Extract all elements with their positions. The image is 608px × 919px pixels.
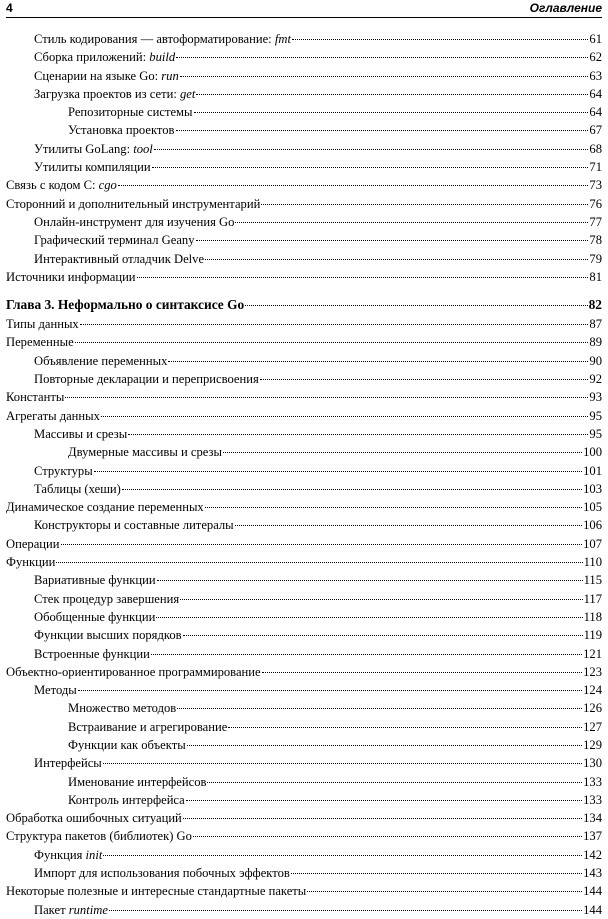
toc-entry[interactable] [6, 195, 602, 213]
toc-entry-title [34, 516, 234, 534]
toc-page-number: 134 [583, 811, 602, 826]
toc-entry-title [6, 315, 79, 333]
toc-entry-title [34, 571, 156, 589]
toc-entry-text: Утилиты компиляции [34, 160, 151, 175]
toc-page-number: 63 [589, 68, 602, 83]
toc-entry-text: Функции как объекты [68, 737, 186, 752]
dot-leader [205, 259, 588, 260]
toc-page-number: 68 [589, 141, 602, 156]
toc-entry-text: Объектно-ориентированное программирование [6, 664, 261, 679]
toc-entry-title [68, 699, 176, 717]
dot-leader [180, 599, 582, 600]
toc-entry-text: Загрузка проектов из сети: [34, 86, 180, 101]
toc-entry-text: Методы [34, 683, 77, 698]
toc-entry[interactable] [6, 158, 602, 176]
toc-entry-text: Некоторые полезные и интересные стандартные пакеты [6, 884, 307, 899]
toc-entry-text: Обработка ошибочных ситуаций [6, 811, 182, 826]
toc-entry[interactable] [6, 48, 602, 66]
toc-page-number: 103 [583, 481, 602, 496]
toc-entry-text: Стек процедур завершения [34, 591, 180, 606]
toc-entry[interactable] [6, 67, 602, 85]
toc-page-number: 133 [583, 792, 602, 807]
toc-page-number: 106 [583, 518, 602, 533]
dot-leader [292, 39, 588, 40]
dot-leader [103, 763, 582, 764]
toc-entry[interactable] [6, 121, 602, 139]
toc-entry-title [34, 645, 150, 663]
toc-entry-title [6, 498, 204, 516]
toc-entry-text: Множество методов [68, 701, 177, 716]
toc-entry-command: cgo [98, 178, 117, 193]
table-of-contents [6, 30, 602, 919]
toc-entry-text: Связь с кодом C: [6, 178, 99, 193]
toc-chapter-entry[interactable] [6, 295, 602, 315]
page-number: 4 [6, 1, 13, 15]
toc-page-number: 129 [583, 737, 602, 752]
toc-entry[interactable] [6, 388, 602, 406]
dot-leader [176, 130, 589, 131]
toc-page-number: 92 [589, 372, 602, 387]
toc-page-number: 144 [583, 902, 602, 917]
toc-entry[interactable] [6, 333, 602, 351]
dot-leader [176, 57, 588, 58]
toc-page-number: 95 [589, 408, 602, 423]
dot-leader [61, 544, 583, 545]
dot-leader [245, 305, 587, 306]
toc-entry-text: Встраивание и агрегирование [68, 719, 228, 734]
toc-entry-title [68, 443, 222, 461]
toc-page-number: 105 [583, 500, 602, 515]
dot-leader [94, 471, 582, 472]
toc-entry[interactable] [6, 827, 602, 845]
toc-entry[interactable] [6, 626, 602, 644]
dot-leader [122, 489, 582, 490]
toc-page-number: 87 [589, 317, 602, 332]
toc-entry-title [6, 268, 136, 286]
toc-entry-text: Типы данных [6, 317, 79, 332]
toc-entry[interactable] [6, 736, 602, 754]
toc-page-number: 67 [589, 123, 602, 138]
toc-page-number: 95 [589, 426, 602, 441]
toc-entry-title [68, 736, 186, 754]
dot-leader [262, 672, 582, 673]
toc-entry-title [34, 48, 175, 66]
dot-leader [235, 222, 588, 223]
toc-entry-title [34, 30, 291, 48]
toc-entry-text: Переменные [6, 335, 74, 350]
toc-page-number: 82 [588, 297, 602, 313]
toc-entry[interactable] [6, 754, 602, 772]
toc-entry-text: Константы [6, 390, 65, 405]
toc-entry-text: Сторонний и дополнительный инструментарий [6, 196, 261, 211]
dot-leader [101, 416, 588, 417]
dot-leader [80, 324, 589, 325]
dot-leader [103, 855, 582, 856]
toc-entry-command: runtime [68, 902, 108, 917]
toc-page-number: 119 [583, 628, 602, 643]
toc-entry-text: Импорт для использования побочных эффектов [34, 866, 290, 881]
toc-entry[interactable] [6, 176, 602, 194]
toc-entry[interactable] [6, 718, 602, 736]
dot-leader [109, 910, 582, 911]
toc-entry-text: Операции [6, 536, 60, 551]
toc-page-number: 133 [583, 774, 602, 789]
toc-entry-title [34, 85, 195, 103]
toc-entry-title [6, 333, 74, 351]
toc-page-number: 101 [583, 463, 602, 478]
toc-entry-text: Встроенные функции [34, 646, 150, 661]
toc-entry-title [68, 121, 175, 139]
toc-entry[interactable] [6, 85, 602, 103]
toc-entry-title [6, 407, 100, 425]
toc-entry-text: Сценарии на языке Go: [34, 68, 162, 83]
dot-leader [56, 562, 582, 563]
toc-entry[interactable] [6, 498, 602, 516]
dot-leader [291, 873, 582, 874]
toc-entry-command: init [85, 847, 103, 862]
toc-entry[interactable] [6, 315, 602, 333]
toc-entry-title [34, 901, 108, 919]
toc-page-number: 124 [583, 683, 602, 698]
dot-leader [196, 94, 588, 95]
toc-entry[interactable] [6, 901, 602, 919]
dot-leader [223, 452, 582, 453]
dot-leader [168, 361, 588, 362]
dot-leader [205, 507, 582, 508]
toc-entry-title [68, 773, 206, 791]
toc-page-number: 100 [583, 445, 602, 460]
toc-entry-text: Структуры [34, 463, 93, 478]
dot-leader [207, 782, 582, 783]
toc-entry[interactable] [6, 213, 602, 231]
toc-page-number: 123 [583, 664, 602, 679]
toc-entry[interactable] [6, 250, 602, 268]
toc-entry-title [34, 590, 179, 608]
toc-entry-text: Массивы и срезы [34, 426, 128, 441]
toc-entry-text: Двумерные массивы и срезы [68, 445, 222, 460]
toc-page-number: 121 [583, 646, 602, 661]
toc-entry[interactable] [6, 407, 602, 425]
toc-entry-title [34, 846, 102, 864]
toc-entry-title [6, 388, 64, 406]
toc-entry-title [6, 663, 261, 681]
toc-entry-title [34, 864, 290, 882]
toc-page-number: 107 [583, 536, 602, 551]
toc-entry-title [6, 809, 182, 827]
toc-page-number: 79 [589, 251, 602, 266]
dot-leader [154, 149, 589, 150]
toc-entry-title [34, 213, 234, 231]
toc-entry[interactable] [6, 535, 602, 553]
toc-page-number: 76 [589, 196, 602, 211]
toc-page-number: 117 [583, 591, 602, 606]
toc-page-number: 144 [583, 884, 602, 899]
toc-entry-text: Стиль кодирования — автоформатирование: [34, 32, 275, 46]
toc-entry-text: Установка проектов [68, 123, 175, 138]
toc-entry-text: Источники информации [6, 269, 136, 284]
toc-entry-title [34, 754, 102, 772]
toc-entry-title [6, 295, 244, 315]
toc-page-number: 89 [589, 335, 602, 350]
toc-entry-command: tool [133, 141, 153, 156]
running-title: Оглавление [529, 1, 602, 15]
toc-entry-title [68, 718, 227, 736]
toc-entry[interactable] [6, 553, 602, 571]
toc-entry-command: run [161, 68, 179, 83]
toc-entry[interactable] [6, 699, 602, 717]
dot-leader [196, 240, 589, 241]
toc-entry[interactable] [6, 103, 602, 121]
toc-entry-text: Конструкторы и составные литералы [34, 518, 234, 533]
toc-entry-title [6, 827, 192, 845]
dot-leader [183, 635, 583, 636]
dot-leader [194, 112, 589, 113]
dot-leader [157, 580, 583, 581]
toc-entry-title [34, 67, 179, 85]
toc-entry-text: Вариативные функции [34, 573, 156, 588]
toc-entry[interactable] [6, 663, 602, 681]
toc-entry-title [6, 195, 260, 213]
toc-entry-command: get [179, 86, 196, 101]
toc-entry[interactable] [6, 681, 602, 699]
toc-entry[interactable] [6, 140, 602, 158]
toc-entry-title [34, 352, 167, 370]
dot-leader [186, 800, 582, 801]
toc-page-number: 64 [589, 86, 602, 101]
dot-leader [156, 617, 582, 618]
toc-entry[interactable] [6, 791, 602, 809]
toc-page-number: 110 [583, 555, 602, 570]
dot-leader [235, 525, 582, 526]
toc-page-number: 142 [583, 847, 602, 862]
dot-leader [260, 379, 589, 380]
toc-entry-title [34, 231, 195, 249]
toc-page-number: 126 [583, 701, 602, 716]
toc-entry[interactable] [6, 846, 602, 864]
toc-entry-title [6, 535, 60, 553]
dot-leader [152, 167, 589, 168]
toc-page-number: 115 [583, 573, 602, 588]
toc-page-number: 90 [589, 353, 602, 368]
toc-entry[interactable] [6, 231, 602, 249]
dot-leader [228, 727, 582, 728]
toc-entry-text: Графический терминал Geany [34, 233, 195, 248]
toc-entry[interactable] [6, 425, 602, 443]
toc-entry-text: Онлайн-инструмент для изучения Go [34, 214, 235, 229]
toc-page-number: 130 [583, 756, 602, 771]
toc-entry-text: Обобщенные функции [34, 609, 156, 624]
toc-entry-title [34, 480, 121, 498]
toc-entry[interactable] [6, 571, 602, 589]
toc-entry-title [34, 250, 204, 268]
toc-page-number: 73 [589, 178, 602, 193]
toc-page-number: 93 [589, 390, 602, 405]
toc-entry-text: Таблицы (хеши) [34, 481, 121, 496]
toc-entry[interactable] [6, 882, 602, 900]
toc-entry[interactable] [6, 773, 602, 791]
dot-leader [118, 185, 589, 186]
toc-entry-text: Функции высших порядков [34, 628, 182, 643]
toc-entry-text: Интерфейсы [34, 756, 102, 771]
toc-entry-text: Пакет [34, 902, 69, 917]
toc-page-number: 64 [589, 105, 602, 120]
dot-leader [193, 836, 582, 837]
dot-leader [75, 342, 589, 343]
dot-leader [78, 690, 582, 691]
toc-entry[interactable] [6, 268, 602, 286]
toc-entry-title [34, 425, 127, 443]
toc-entry-text: Утилиты GoLang: [34, 141, 134, 156]
toc-entry[interactable] [6, 462, 602, 480]
toc-page-number: 62 [589, 50, 602, 65]
toc-entry[interactable] [6, 370, 602, 388]
toc-page-number: 81 [589, 269, 602, 284]
running-header [6, 0, 602, 18]
dot-leader [261, 204, 588, 205]
dot-leader [187, 745, 582, 746]
dot-leader [151, 654, 582, 655]
toc-entry-text: Интерактивный отладчик Delve [34, 251, 205, 266]
toc-entry-text: Именование интерфейсов [68, 774, 207, 789]
toc-entry[interactable] [6, 30, 602, 48]
toc-entry-title [6, 176, 117, 194]
toc-entry-text: Глава 3. Неформально о синтаксисе Go [6, 297, 245, 313]
dot-leader [180, 76, 589, 77]
toc-entry-text: Функции [6, 555, 56, 570]
toc-page-number: 71 [589, 160, 602, 175]
toc-page-number: 137 [583, 829, 602, 844]
toc-entry-text: Динамическое создание переменных [6, 500, 204, 515]
toc-entry[interactable] [6, 516, 602, 534]
toc-entry[interactable] [6, 608, 602, 626]
dot-leader [307, 891, 582, 892]
toc-entry[interactable] [6, 864, 602, 882]
toc-entry-title [68, 791, 185, 809]
toc-entry-title [68, 103, 193, 121]
toc-entry[interactable] [6, 352, 602, 370]
toc-entry-text: Повторные декларации и переприсвоения [34, 372, 259, 387]
toc-entry-command: build [149, 50, 176, 65]
toc-page-number: 127 [583, 719, 602, 734]
toc-entry-text: Структура пакетов (библиотек) Go [6, 829, 192, 844]
toc-entry[interactable] [6, 480, 602, 498]
toc-entry-text: Объявление переменных [34, 353, 168, 368]
toc-entry-title [34, 370, 259, 388]
toc-entry-text: Агрегаты данных [6, 408, 100, 423]
toc-entry-title [34, 158, 151, 176]
toc-entry-title [34, 608, 155, 626]
toc-entry[interactable] [6, 443, 602, 461]
toc-page-number: 61 [589, 32, 602, 46]
dot-leader [183, 818, 582, 819]
dot-leader [65, 397, 588, 398]
toc-page-number: 77 [589, 214, 602, 229]
toc-page-number: 118 [583, 609, 602, 624]
toc-page-number: 78 [589, 233, 602, 248]
dot-leader [128, 434, 588, 435]
toc-entry-title [34, 626, 182, 644]
toc-entry-text: Функция [34, 847, 86, 862]
dot-leader [177, 708, 582, 709]
toc-entry[interactable] [6, 809, 602, 827]
toc-entry-text: Контроль интерфейса [68, 792, 185, 807]
toc-entry-command: fmt [274, 32, 291, 46]
toc-entry[interactable] [6, 645, 602, 663]
toc-entry-title [34, 140, 153, 158]
toc-entry[interactable] [6, 590, 602, 608]
toc-page-number: 143 [583, 866, 602, 881]
toc-entry-title [34, 462, 93, 480]
toc-entry-text: Сборка приложений: [34, 50, 150, 65]
toc-entry-title [34, 681, 77, 699]
toc-entry-text: Репозиторные системы [68, 105, 193, 120]
toc-entry-title [6, 553, 55, 571]
dot-leader [137, 277, 589, 278]
toc-entry-title [6, 882, 306, 900]
